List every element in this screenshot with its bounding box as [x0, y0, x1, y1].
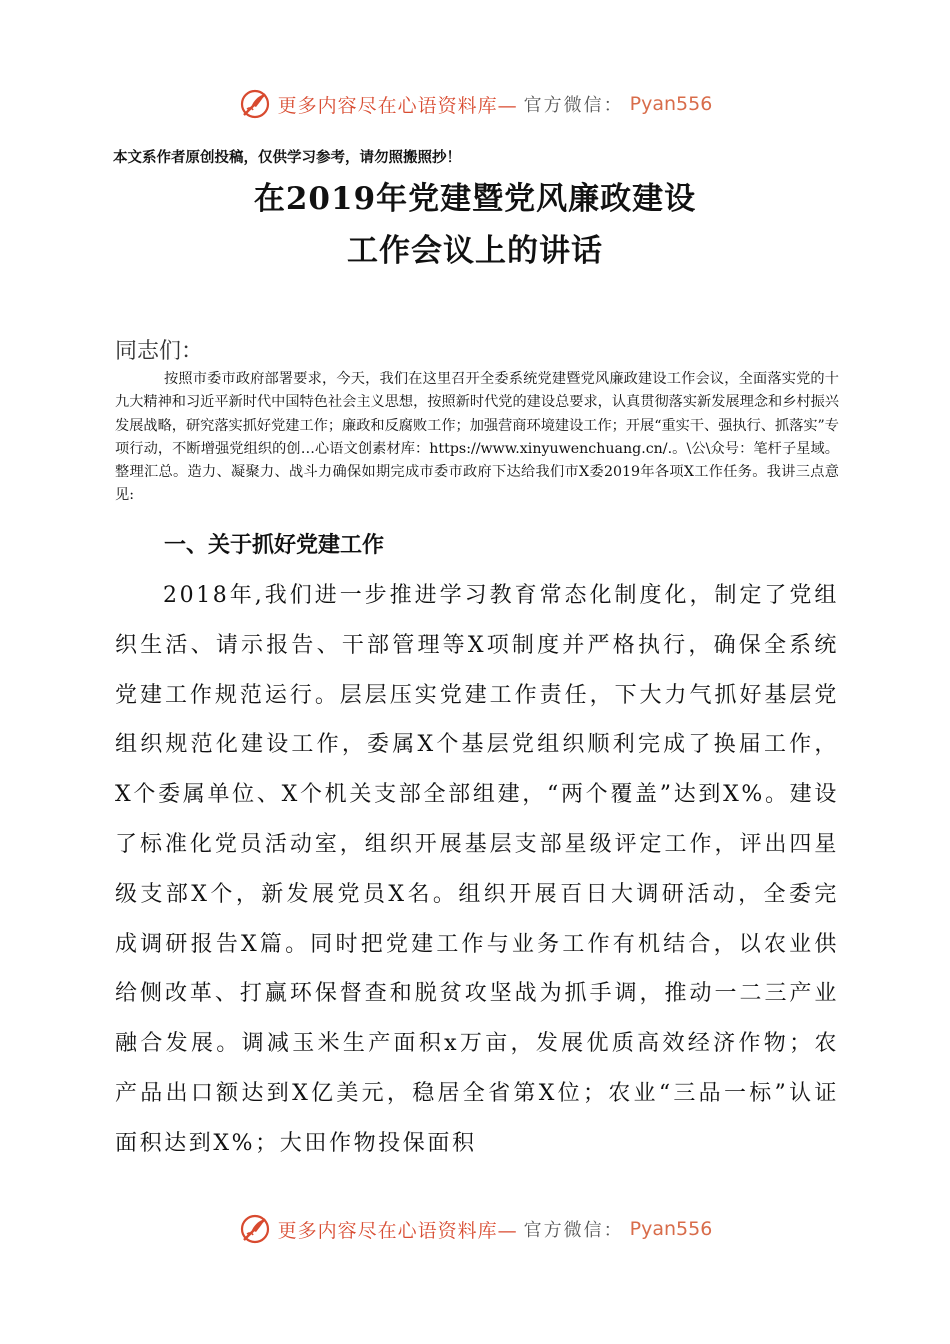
- document-title-line1: 在2019年党建暨党风廉政建设: [253, 181, 697, 217]
- document-title-line2: 工作会议上的讲话: [347, 233, 603, 269]
- quill-pen-logo-icon: [238, 1212, 272, 1246]
- banner-wechat-label: 官方微信：: [523, 1220, 624, 1241]
- banner-wechat-id: Pyan556: [629, 93, 713, 115]
- greeting: 同志们：: [115, 339, 204, 364]
- copyright-notice: 本文系作者原创投稿，仅供学习参考，请勿照搬照抄！: [113, 149, 461, 166]
- banner-wechat-id: Pyan556: [629, 1218, 713, 1240]
- quill-pen-logo-icon: [238, 87, 272, 121]
- header-banner: [0, 84, 950, 124]
- section-heading: 一、关于抓好党建工作: [164, 533, 385, 558]
- banner-slogan: 更多内容尽在心语资料库—: [277, 94, 518, 117]
- footer-banner: [0, 1209, 950, 1249]
- banner-wechat-label: 官方微信：: [523, 95, 624, 116]
- banner-slogan: 更多内容尽在心语资料库—: [277, 1219, 518, 1242]
- body-paragraph: 2018年,我们进一步推进学习教育常态化制度化，制定了党组织生活、请示报告、干部管理等X项制度并严格执行，确保全系统党建工作规范运行。层层压实党建工作责任，下大力气抓好基层党组织规范化建设工作，委属X个基层党组织顺利完成了换届工作，X个委属单位、X个机关支部全部组建，“两个覆盖”达到X%。建设了标准化党员活动室，组织开展基层支部星级评定工作，评出四星级支部X个，新发展党员X名。组织开展百日大调研活动，全委完成调研报告X篇。同时把党建工作与业务工作有机结合，以农业供给侧改革、打赢环保督查和脱贫攻坚战为抓手调，推动一二三产业融合发展。调减玉米生产面积x万亩，发展优质高效经济作物；农产品出口额达到X亿美元，稳居全省第X位；农业“三品一标”认证面积达到X%；大田作物投保面积: [115, 583, 839, 1156]
- intro-paragraph: 按照市委市政府部署要求，今天，我们在这里召开全委系统党建暨党风廉政建设工作会议，全面落实党的十九大精神和习近平新时代中国特色社会主义思想，按照新时代党的建设总要求，认真贯彻落实新发展理念和乡村振兴发展战略，研究落实抓好党建工作；廉政和反腐败工作；加强营商环境建设工作；开展“重实干、强执行、抓落实”专项行动，不断增强党组织的创…心语文创素材库：https://www.xinyuwenchuang.cn/.。\公\众号：笔杆子星域。整理汇总。造力、凝聚力、战斗力确保如期完成市委市政府下达给我们市X委2019年各项X工作任务。我讲三点意见:: [115, 371, 839, 504]
